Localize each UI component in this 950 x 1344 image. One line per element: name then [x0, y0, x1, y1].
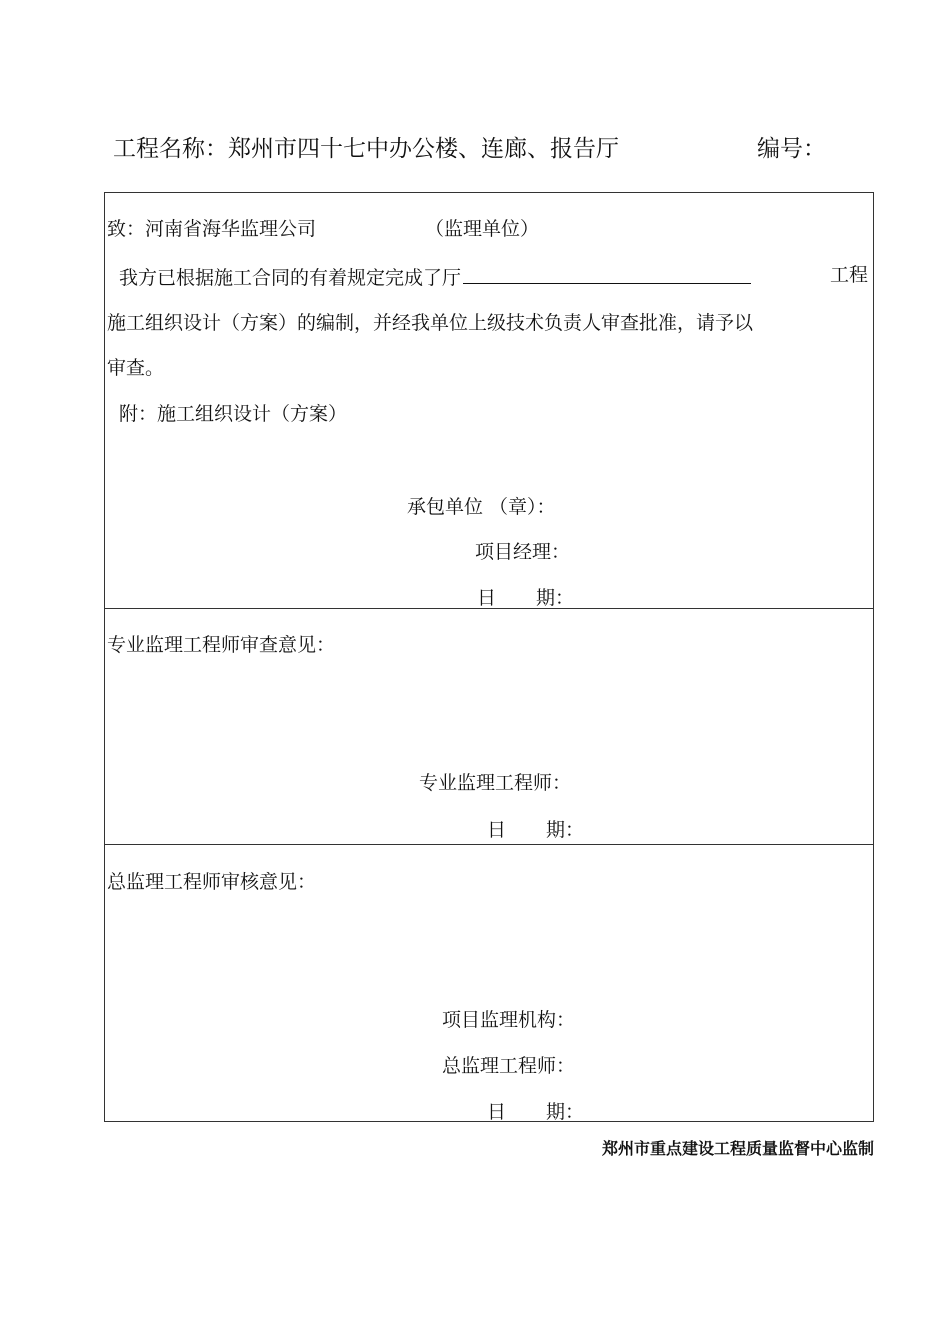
contractor-seal-label: 承包单位 （章）： [407, 496, 556, 518]
specialist-date-label [487, 818, 584, 842]
section-divider-1 [105, 608, 873, 609]
date-char-period: 期： [536, 587, 575, 609]
body-line-2: 施工组织设计（方案）的编制，并经我单位上级技术负责人审查批准，请予以 [107, 312, 754, 334]
date-char-day: 日 [487, 1101, 507, 1123]
addressee-unit: （监理单位） [425, 218, 540, 240]
chief-signer-label: 总监理工程师： [442, 1055, 576, 1077]
approval-form-table [104, 192, 874, 1122]
addressee-line [107, 217, 316, 241]
chief-date-label [487, 1100, 584, 1124]
project-name-blank[interactable] [463, 263, 751, 284]
body-line-1 [119, 263, 751, 290]
issuer-footer: 郑州市重点建设工程质量监督中心监制 [601, 1139, 874, 1158]
body-line-1-suffix: 工程 [830, 264, 869, 286]
project-name-label: 工程名称： [113, 136, 228, 162]
section-divider-2 [105, 844, 873, 845]
attachment-line: 附：施工组织设计（方案） [119, 403, 348, 425]
body-line-1-prefix: 我方已根据施工合同的有着规定完成了厅 [119, 267, 462, 289]
supervision-org-label: 项目监理机构： [442, 1009, 576, 1031]
document-number-label: 编号： [757, 136, 826, 162]
date-char-day: 日 [477, 587, 497, 609]
date-char-period: 期： [546, 819, 585, 841]
project-manager-label: 项目经理： [475, 541, 571, 563]
project-name-value: 郑州市四十七中办公楼、连廊、报告厅 [228, 136, 619, 162]
addressee-text: 致：河南省海华监理公司 [107, 218, 317, 240]
date-char-day: 日 [487, 819, 507, 841]
specialist-review-title: 专业监理工程师审查意见： [107, 634, 336, 656]
submit-date-label [477, 586, 574, 610]
body-line-3: 审查。 [107, 357, 165, 379]
date-char-period: 期： [546, 1101, 585, 1123]
project-name-line [113, 130, 619, 163]
specialist-signer-label: 专业监理工程师： [419, 772, 572, 794]
chief-review-title: 总监理工程师审核意见： [107, 871, 317, 893]
